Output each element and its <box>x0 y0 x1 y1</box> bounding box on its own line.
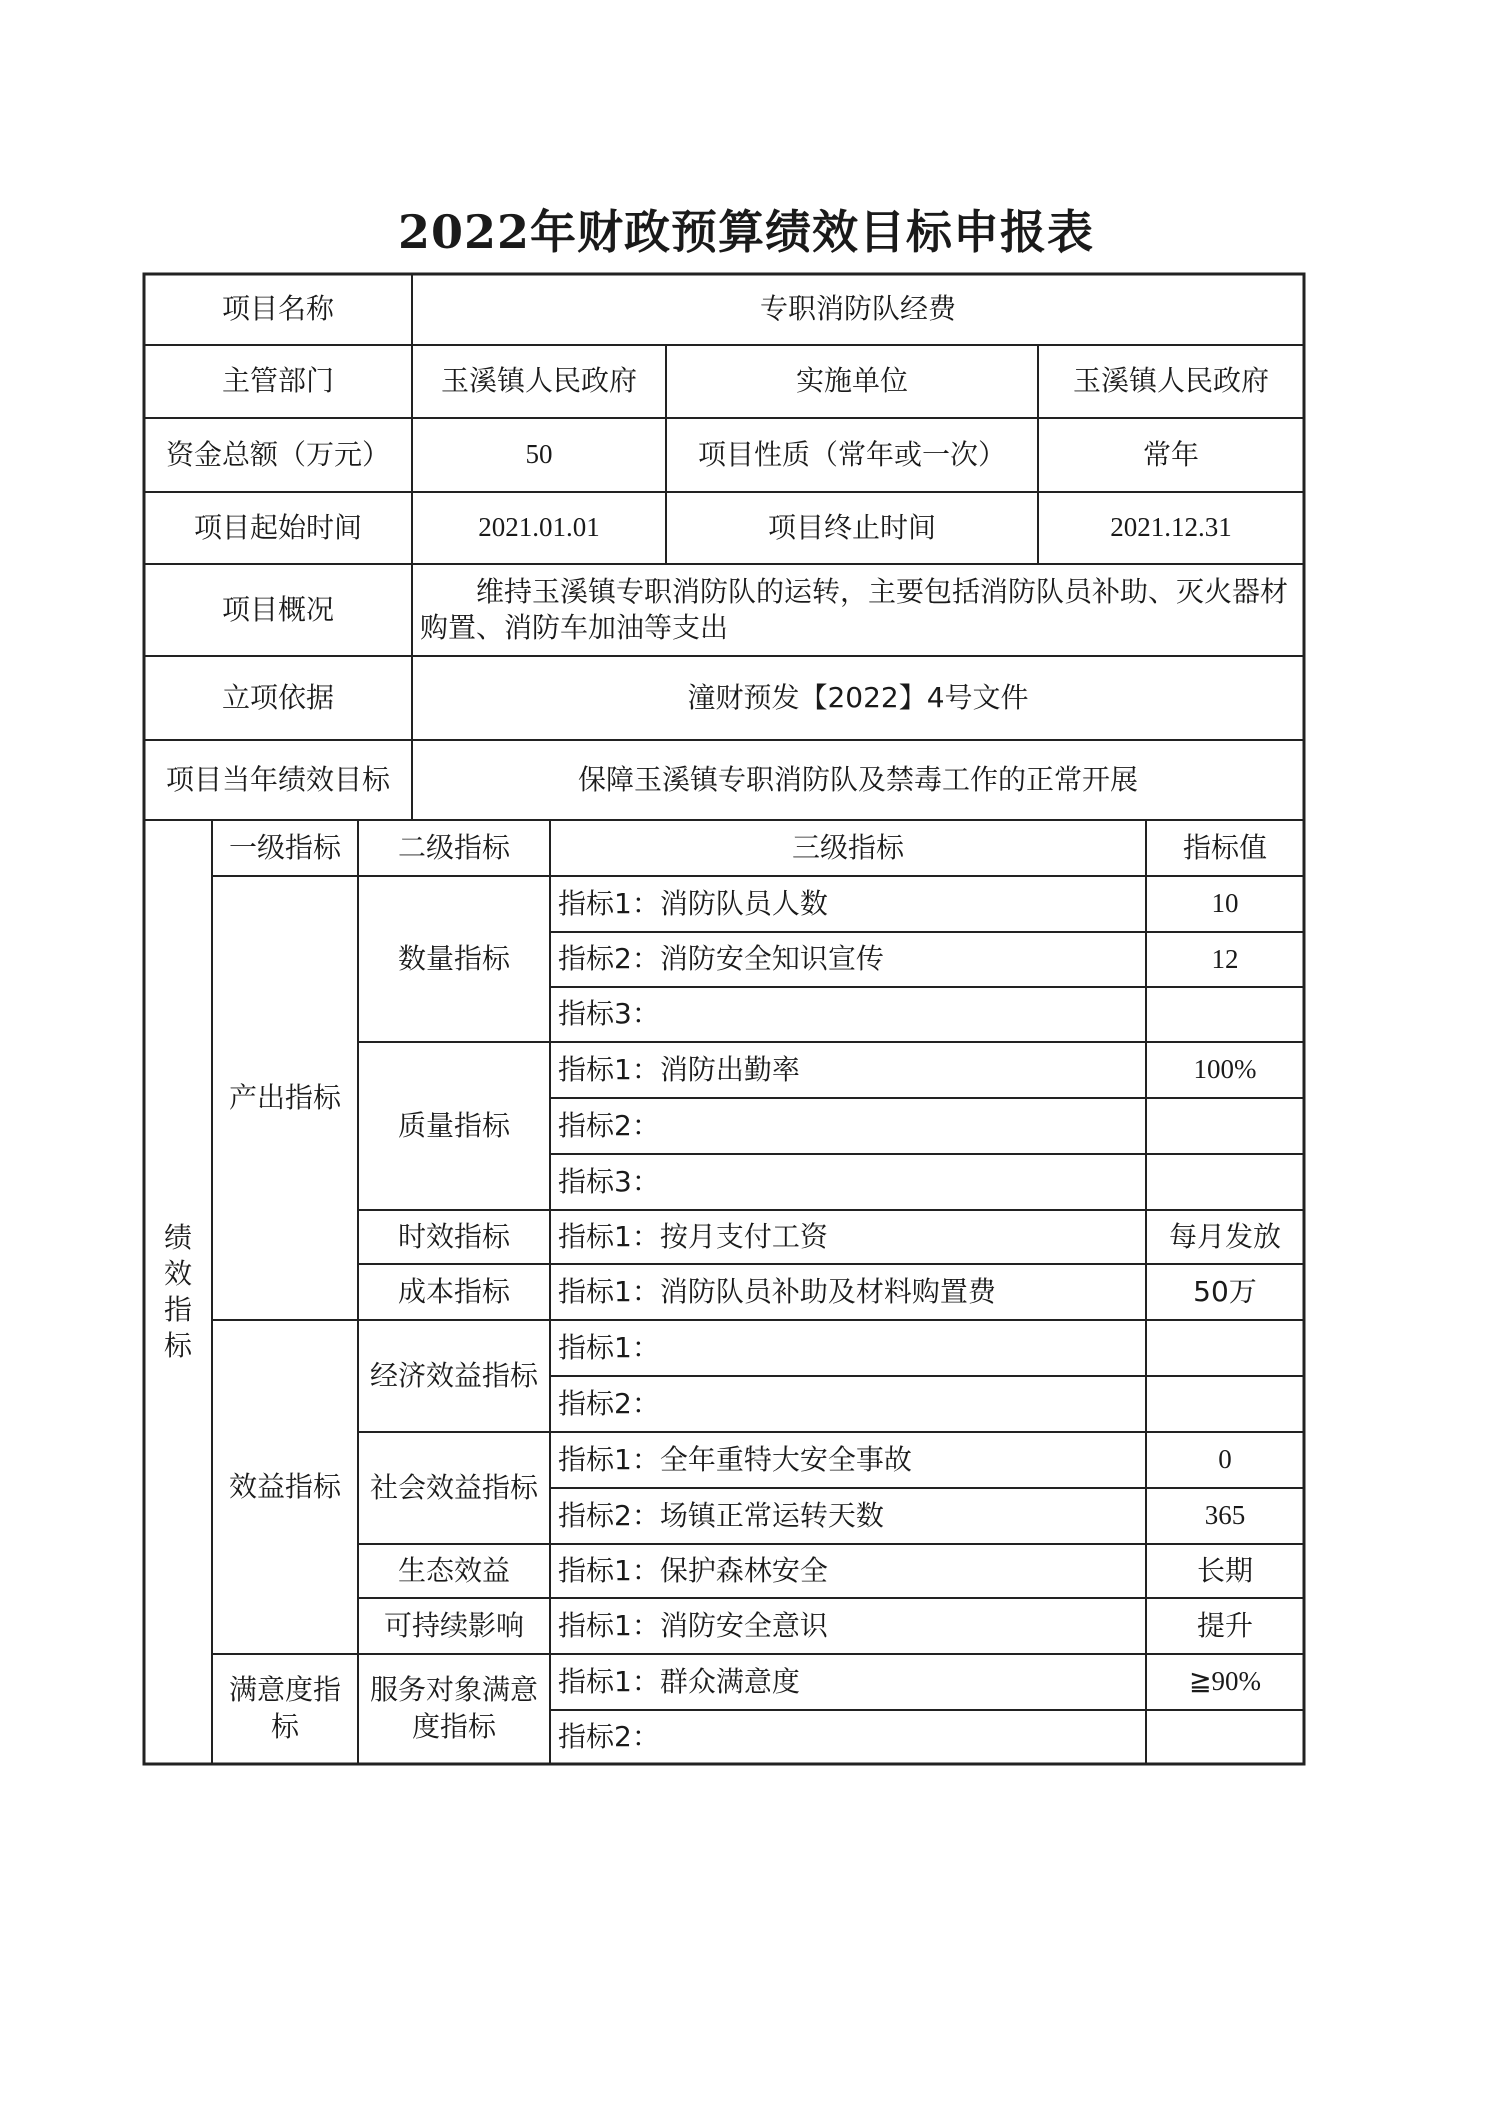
indicator-cell: 指标1：按月支付工资 <box>558 1219 828 1253</box>
department-label: 主管部门 <box>221 364 334 398</box>
indicator-value: 提升 <box>1196 1608 1253 1642</box>
implementer-value: 玉溪镇人民政府 <box>1072 364 1269 398</box>
indicator-cell: 指标1：全年重特大安全事故 <box>558 1442 912 1476</box>
indicator-cell: 指标1：群众满意度 <box>558 1664 800 1698</box>
indicator-cell: 指标2： <box>558 1108 660 1142</box>
funds-value: 50 <box>525 439 553 470</box>
level2-economic: 经济效益指标 <box>369 1358 538 1392</box>
indicator-cell: 指标1： <box>558 1330 660 1364</box>
nature-value: 常年 <box>1142 437 1199 471</box>
header-level3: 三级指标 <box>791 830 904 864</box>
page-title: 2022年财政预算绩效目标申报表 <box>397 205 1095 259</box>
perf-side-char: 效 <box>163 1257 192 1291</box>
project-name-value: 专职消防队经费 <box>759 292 956 326</box>
indicator-value: 0 <box>1218 1444 1232 1475</box>
indicator-value <box>1146 1710 1304 1764</box>
goal-value: 保障玉溪镇专职消防队及禁毒工作的正常开展 <box>577 762 1138 796</box>
header-level1: 一级指标 <box>228 830 341 864</box>
level2-ecological: 生态效益 <box>397 1553 510 1587</box>
perf-side-char: 绩 <box>163 1221 192 1255</box>
indicator-value: 10 <box>1211 888 1239 919</box>
indicator-value: 每月发放 <box>1168 1219 1281 1253</box>
overview-label: 项目概况 <box>221 592 334 626</box>
start-value: 2021.01.01 <box>478 512 600 543</box>
goal-label: 项目当年绩效目标 <box>165 762 390 796</box>
indicator-cell: 指标2： <box>558 1386 660 1420</box>
indicator-cell: 指标3： <box>558 997 660 1031</box>
indicator-value: 365 <box>1204 1500 1246 1531</box>
indicator-cell: 指标1：消防队员补助及材料购置费 <box>558 1274 996 1308</box>
indicator-value <box>1146 1376 1304 1432</box>
indicator-cell: 指标1：消防队员人数 <box>558 886 828 920</box>
indicator-value <box>1146 1154 1304 1210</box>
funds-label: 资金总额（万元） <box>165 437 390 471</box>
indicator-value <box>1146 987 1304 1042</box>
indicator-value <box>1146 1320 1304 1376</box>
overview-value: 维持玉溪镇专职消防队的运转，主要包括消防队员补助、灭火器材购置、消防车加油等支出 <box>420 575 1289 645</box>
indicator-value <box>1146 1098 1304 1154</box>
level2-quantity: 数量指标 <box>397 941 510 975</box>
indicator-value: 100% <box>1193 1054 1257 1085</box>
end-label: 项目终止时间 <box>767 510 936 544</box>
basis-label: 立项依据 <box>221 680 334 714</box>
level2-sustainable: 可持续影响 <box>383 1608 524 1642</box>
nature-label: 项目性质（常年或一次） <box>697 437 1006 471</box>
indicator-value: 长期 <box>1196 1553 1253 1587</box>
indicator-cell: 指标1：消防出勤率 <box>558 1052 800 1086</box>
level1-output: 产出指标 <box>228 1080 341 1114</box>
level1-benefit: 效益指标 <box>228 1469 341 1503</box>
level2-service: 服务对象满意度指标 <box>369 1673 538 1743</box>
level2-social: 社会效益指标 <box>369 1470 538 1504</box>
perf-side-char: 标 <box>163 1328 192 1362</box>
level2-cost: 成本指标 <box>397 1274 510 1308</box>
indicator-cell: 指标3： <box>558 1164 660 1198</box>
header-value: 指标值 <box>1182 830 1267 864</box>
indicator-value: 50万 <box>1193 1274 1257 1308</box>
indicator-cell: 指标1：保护森林安全 <box>558 1553 828 1587</box>
indicator-cell: 指标2： <box>558 1719 660 1753</box>
start-label: 项目起始时间 <box>193 510 362 544</box>
department-value: 玉溪镇人民政府 <box>440 364 637 398</box>
end-value: 2021.12.31 <box>1110 512 1232 543</box>
indicator-cell: 指标2：场镇正常运转天数 <box>558 1498 884 1532</box>
level2-quality: 质量指标 <box>397 1108 510 1142</box>
perf-side-label <box>144 820 212 1764</box>
perf-side-char: 指 <box>163 1293 192 1326</box>
header-level2: 二级指标 <box>397 830 510 864</box>
implementer-label: 实施单位 <box>795 364 908 398</box>
project-name-label: 项目名称 <box>221 292 334 326</box>
basis-value: 潼财预发【2022】4号文件 <box>687 680 1029 714</box>
level1-satisfaction: 满意度指标 <box>228 1673 341 1743</box>
indicator-cell: 指标2：消防安全知识宣传 <box>558 942 884 976</box>
indicator-value: 12 <box>1211 943 1239 974</box>
indicator-value: ≧90% <box>1188 1666 1262 1697</box>
level2-timeliness: 时效指标 <box>397 1219 510 1253</box>
indicator-cell: 指标1：消防安全意识 <box>558 1608 828 1642</box>
